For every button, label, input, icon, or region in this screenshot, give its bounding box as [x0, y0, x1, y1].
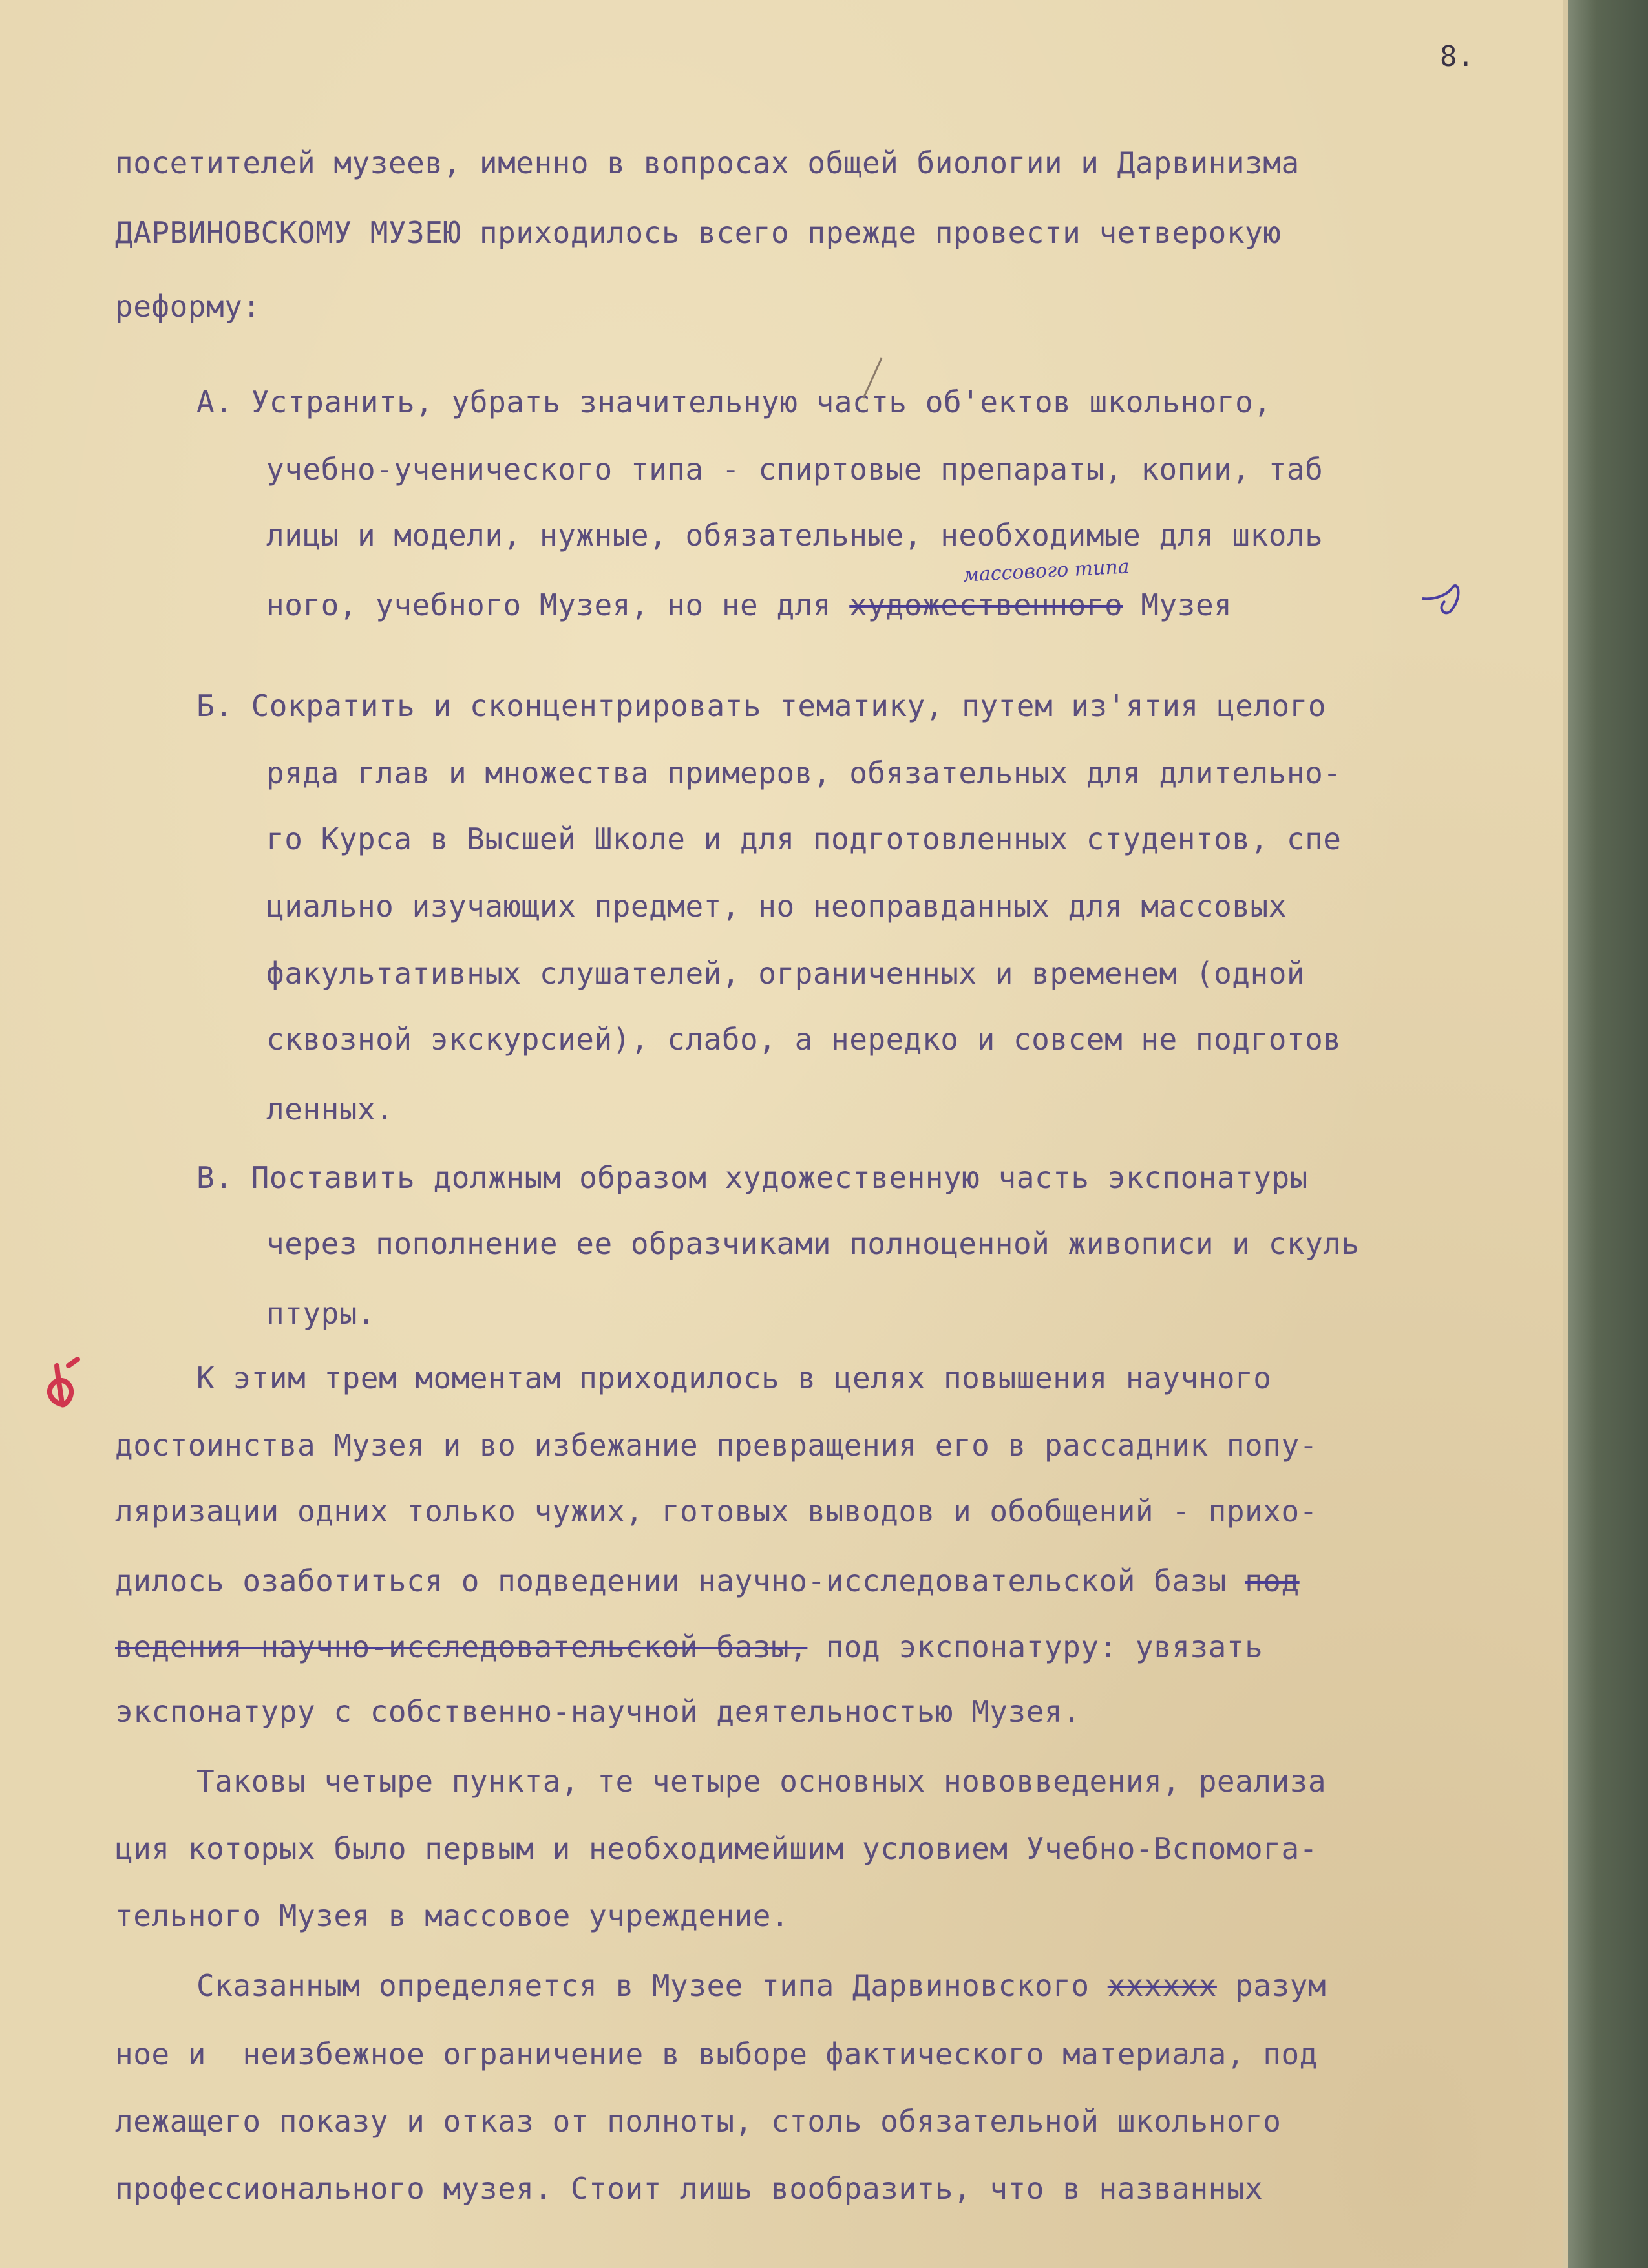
- text-fragment: дилось озаботиться о подведении научно-исследовательской базы: [115, 1563, 1227, 1598]
- text-line: ция которых было первым и необходимейшим условием Учебно-Вспомога-: [115, 1831, 1318, 1866]
- text-line: реформу:: [115, 289, 261, 324]
- text-line: [115, 1562, 1300, 1600]
- text-line: К этим трем моментам приходилось в целях повышения научного: [196, 1361, 1272, 1395]
- text-line: посетителей музеев, именно в вопросах общей биологии и Дарвинизма: [115, 145, 1300, 180]
- text-line: ное и неизбежное ограничение в выборе фактического материала, под: [115, 2037, 1318, 2072]
- red-margin-mark: [39, 1354, 90, 1412]
- struck-word: xxxxxx: [1107, 1968, 1217, 2003]
- text-fragment: под экспонатуру: увязать: [825, 1629, 1263, 1664]
- list-item-b: Б. Сократить и сконцентрировать тематику, путем из'ятия целого: [196, 688, 1327, 723]
- list-item-a: А. Устранить, убрать значительную часть об'ектов школьного,: [196, 385, 1272, 419]
- handwritten-insertion: массового типа: [962, 555, 1130, 587]
- text-line: [266, 586, 1232, 624]
- text-fragment: Сказанным определяется в Музее типа Дарвиновского: [196, 1968, 1090, 2003]
- text-line: го Курса в Высшей Школе и для подготовленных студентов, спе: [266, 821, 1342, 856]
- text-fragment: разум: [1235, 1968, 1327, 2003]
- struck-word: под: [1245, 1563, 1300, 1598]
- text-line: тельного Музея в массовое учреждение.: [115, 1898, 790, 1933]
- text-line: профессионального музея. Стоит лишь вообразить, что в названных: [115, 2171, 1263, 2206]
- text-line: ДАРВИНОВСКОМУ МУЗЕЮ приходилось всего прежде провести четверокую: [115, 215, 1282, 250]
- text-fragment: ного, учебного Музея, но не для: [266, 588, 832, 622]
- text-line: Таковы четыре пункта, те четыре основных нововведения, реализа: [196, 1764, 1327, 1799]
- text-line: экспонатуру с собственно-научной деятельностью Музея.: [115, 1694, 1081, 1729]
- handwritten-hook-mark: [1419, 575, 1464, 620]
- text-fragment: Музея: [1141, 588, 1232, 622]
- text-line: через пополнение ее образчиками полноценной живописи и скуль: [266, 1226, 1360, 1261]
- background-edge: [1563, 0, 1648, 2268]
- text-line: факультативных слушателей, ограниченных и временем (одной: [266, 956, 1305, 991]
- text-line: ляризации одних только чужих, готовых выводов и обобщений - прихо-: [115, 1494, 1318, 1529]
- text-line: циально изучающих предмет, но неоправданных для массовых: [266, 889, 1287, 924]
- page-number: 8.: [1440, 40, 1474, 73]
- pencil-tick-mark: [860, 355, 885, 401]
- text-line: достоинства Музея и во избежание превращения его в рассадник попу-: [115, 1428, 1318, 1463]
- list-item-v: В. Поставить должным образом художественную часть экспонатуры: [196, 1160, 1308, 1195]
- text-line: лежащего показу и отказ от полноты, столь обязательной школьного: [115, 2104, 1282, 2139]
- text-line: ленных.: [266, 1092, 394, 1127]
- text-line: птуры.: [266, 1296, 376, 1331]
- text-line: сквозной экскурсией), слабо, а нередко и совсем не подготов: [266, 1022, 1342, 1057]
- struck-word: художественного: [849, 588, 1123, 622]
- text-line: ряда глав и множества примеров, обязательных для длительно-: [266, 756, 1342, 790]
- text-line: [115, 1627, 1263, 1666]
- text-line: лицы и модели, нужные, обязательные, необходимые для школь: [266, 518, 1324, 553]
- text-line: учебно-ученического типа - спиртовые препараты, копии, таб: [266, 452, 1324, 487]
- text-line: [196, 1966, 1326, 2005]
- paper-edge: [1563, 0, 1568, 2268]
- struck-phrase: ведения научно-исследовательской базы,: [115, 1629, 808, 1664]
